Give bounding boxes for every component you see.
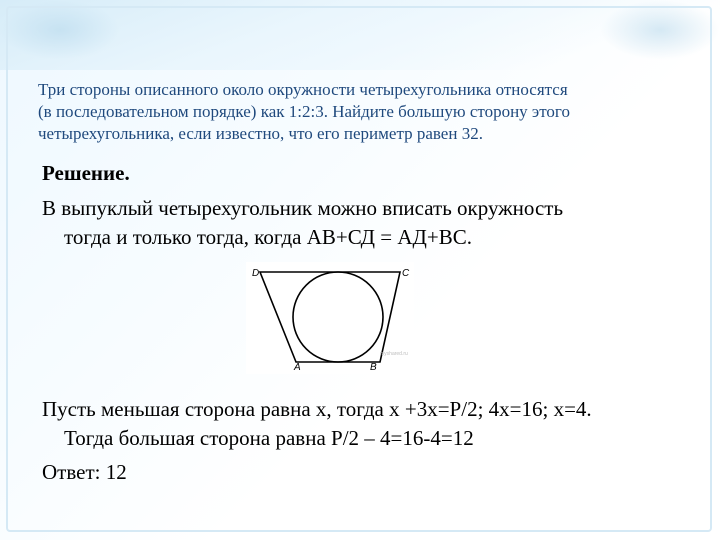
solution-paragraph-2-line-1: Пусть меньшая сторона равна х, тогда х +3х=Р/2; 4х=16; х=4. xyxy=(42,397,592,421)
watermark-text: myshared.ru xyxy=(380,351,408,357)
solution-paragraph-1-line-1: В выпуклый четырехугольник можно вписать окружность xyxy=(42,196,564,220)
figure-background xyxy=(246,262,414,374)
problem-line-1: Три стороны описанного около окружности четырехугольника относятся xyxy=(38,80,568,99)
vertex-label-a: A xyxy=(294,362,301,373)
trapezoid-figure xyxy=(246,262,414,374)
answer-line: Ответ: 12 xyxy=(42,460,127,484)
solution-paragraph-1 xyxy=(42,194,702,252)
vertex-label-b: B xyxy=(370,362,377,373)
solution-paragraph-2-line-2: Тогда большая сторона равна Р/2 – 4=16-4=12 xyxy=(64,426,474,450)
problem-statement xyxy=(38,79,688,145)
problem-line-2: (в последовательном порядке) как 1:2:3. Найдите большую сторону этого xyxy=(38,102,570,121)
vertex-label-d: D xyxy=(252,268,260,279)
solution-paragraph-1-line-2: тогда и только тогда, когда АВ+СД = АД+ВС. xyxy=(64,225,472,249)
solution-paragraph-2 xyxy=(42,395,712,453)
problem-line-3: четырехугольника, если известно, что его периметр равен 32. xyxy=(38,124,483,143)
trapezoid-diagram xyxy=(246,262,414,374)
vertex-label-c: C xyxy=(402,268,410,279)
solution-heading: Решение. xyxy=(42,161,130,185)
